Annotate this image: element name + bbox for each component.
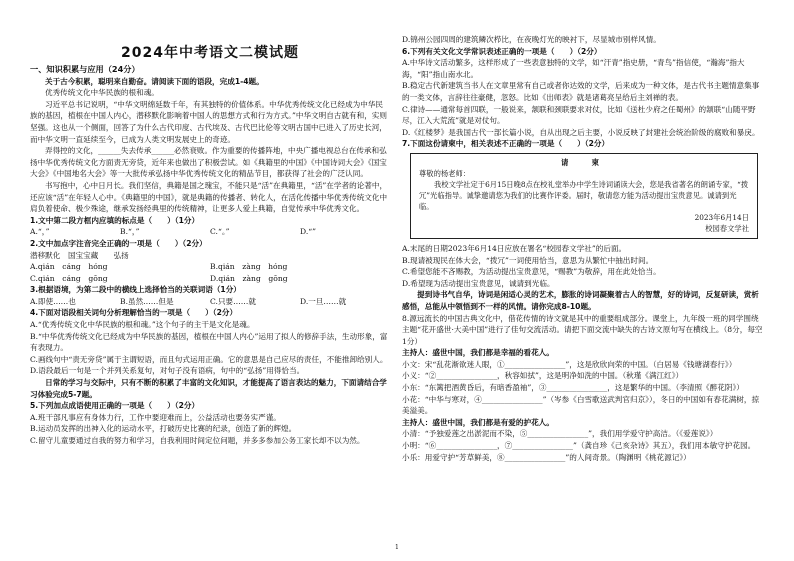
option: C.只要……就: [210, 296, 256, 306]
host-line-1: 主持人：盛世中国，我们都是幸福的看花人。: [402, 348, 554, 358]
reading-instruction: 关于古今积累，聪明来自勤奋。请阅读下面的语段，完成1-4题。: [45, 76, 264, 86]
section-instruction-2: 日常的学习与交际中，只有不断的积累了丰富的文化知识，才能提高了语言表达的魅力，下面请结合学习体验完成5-7题。: [30, 378, 387, 399]
page-number: 1: [395, 544, 399, 551]
option: D.语段最后一句是一个并列关系复句，对句子没有语病，句中的“弘扬”用得恰当。: [30, 366, 305, 376]
option: A.“，”: [30, 227, 50, 237]
page-title: 2024年中考语文二模试题: [121, 45, 299, 61]
question-1: 1.文中第二段方框内应填的标点是（ ）（1分）: [30, 215, 200, 225]
option: A.即使……也: [30, 296, 76, 306]
invitation-box: [410, 153, 758, 239]
option: D.锦州公园四周的建筑鳞次栉比，在夜晚灯光的映衬下，尽显城市别样风情。: [402, 35, 661, 44]
invitation-body: 我校文学社定于6月15日晚8点在校礼堂举办中学生诗词诵读大会，您是我省著名的朗诵专家，“拨冗”光临指导。诚挚邀请您为我们的比赛作评委。届时，敬请您方能为活动提出宝贵意见。诚请到光临。: [419, 179, 749, 211]
dialogue-line: 小乐：用爱守护“芳草鲜美，⑧________________”的人间奇景。（陶渊明《桃花源记》）: [402, 452, 691, 462]
option: C.qián cáng gōng: [30, 273, 108, 283]
dialogue-line: 小清：“予独爱莲之出淤泥而不染，⑤________________”，我们用学爱守护高洁。（《爱莲说》）: [402, 429, 718, 439]
section-heading: 一、知识积累与应用（24分）: [30, 64, 140, 74]
passage-paragraph-3: 书写抱中，心中日月长。我们坚信，典籍是国之瑰宝，不能只是“活”在典籍里，“活”在学者的论著中，还应该“活”在年轻人心中。《典籍里的中国》，就是典籍的传播者、转化人，在活化传播中华优秀传统文化中肩负着使命、极少殊途，继承发扬经典里的传统精神，让更多人爱上典籍，自觉传承中华优秀文化。: [30, 180, 388, 214]
right-column: [402, 34, 766, 463]
option: C.律诗——通常每首四联，一般说来，颔联和颈联要求对仗，比如《送杜少府之任蜀州》的颔联“山随平野尽，江入大荒流”就是对仗句。: [402, 104, 756, 126]
option: A.末尾的日期2023年6月14日应放在署名“校园春文学社”的后面。: [402, 243, 627, 253]
question-1-options: [30, 226, 390, 238]
option: A.“优秀传统文化中华民族的根和魂。”这个句子的主干是文化是魂。: [30, 320, 255, 330]
passage-paragraph-2: 弄得控的文化，______失去传承______必然衰败。作为重要的传播阵地，中央广播电视总台在传承和弘扬中华优秀传统文化方面责无旁贷，近年来也做出了积极尝试。如《典籍里的中国》《中国诗词大会》《国宝大会》《中国地名大会》等一大批传承弘扬中华优秀传统文化的精品节目，都获得了社会的广泛认同。: [30, 146, 387, 179]
option: C.留守儿童要通过自我的努力和学习，自我利用时间定位问题，并多多参加公务工家长却不以为然。: [30, 436, 365, 445]
question-3: 3.根据语境，为第二段中的横线上选择恰当的关联词语（1分）: [30, 285, 241, 295]
question-6: 6.下列有关文化文学常识表述正确的一项是（ ）（2分）: [402, 46, 602, 56]
question-8: 8.源远流长的中国古典文化中，借花传情的诗文就是其中的重要组成部分。课堂上，九年级一班的同学围绕主题“花开盛世·大美中国”进行了佳句交流活动。请把下面交流中缺失的古诗文原句写在横线上。（8分，每空1分）: [402, 313, 763, 346]
invitation-signature: 校园春文学社: [705, 223, 749, 233]
section-instruction-3: 提到诗书气自华，诗词是闲适心灵的艺术，膨胀的诗词凝聚着古人的智慧，好的诗词，反复研读，赏析感悟，总能从中领悟到不一样的风情。请你完成8-10题。: [402, 290, 759, 311]
dialogue-line: 小东：“东篱把酒黄昏后，有暗香盈袖”，③________________，这是繁华的中国。（李清照《醉花阴》）: [402, 383, 744, 393]
option: B.稳定古代新建筑当书人在文章里常有自己或者你达效的文学，后来成为一种文体，是古代书主题情意集事的一类文体，言辞往往豪健，忽怒。比如《出师表》就是诸葛亮呈给后主刘禅的表。: [402, 81, 760, 102]
option: A.班干部凡事应有身体力行，工作中要迎难而上，公益活动也要务实严谨。: [30, 412, 281, 422]
option: A.中华诗文活动繁多，这样形成了一些表意独特的文学，如“汗青”指史册，“青鸟”指信使，“瀚海”指大海，“阳”指山南水北。: [402, 58, 745, 79]
option: B.“中华优秀传统文化已经成为中华民族的基因，植根在中国人内心”运用了拟人的修辞手法，生动形象，富有表现力。: [30, 331, 388, 353]
option: D.qián zàng gōng: [210, 273, 288, 283]
passage-subtitle: 优秀传统文化中华民族的根和魂。: [45, 88, 159, 98]
invitation-date: 2023年6月14日: [694, 212, 749, 222]
dialogue-line: 小明：“⑥________________，⑦________________”（龚自珍《己亥杂诗》其五），我们用本敏守护花园。: [402, 441, 756, 451]
option: D.希望现为活动提出宝贵意见，诚请到光临。: [402, 278, 555, 288]
option: B.现请被现民在体大会，“拨冗”一词使用恰当，意思为从繁忙中抽出时间。: [402, 255, 654, 265]
option: D.一旦……就: [300, 296, 347, 306]
question-2-options-row-2: [30, 273, 390, 285]
option: B.运动员发挥的出神入化的运动水平，打破历史比赛的纪录，创造了新的辉煌。: [30, 424, 297, 434]
dialogue-line: 小文：宋“乱花渐欲迷人眼，①________________”，这是欣欣向荣的中国。（白居易《钱塘湖春行》）: [402, 359, 737, 369]
question-2-options-row-1: [30, 261, 390, 273]
question-2: 2.文中加点字注音完全正确的一项是（ ）（2分）: [30, 238, 207, 248]
question-4: 4.下面对语段相关词句分析理解恰当的一项是（ ）（2分）: [30, 308, 238, 318]
question-7: 7.下面这份请柬中，相关表述不正确的一项是（ ）（2分）: [402, 139, 610, 149]
option: D.“”: [300, 227, 316, 237]
left-column: [30, 64, 390, 447]
passage-paragraph-1: 习近平总书记说明，“中华文明绵延数千年，有其独特的价值体系。中华优秀传统文化已经成为中华民族的基因，植根在中国人内心，潜移默化影响着中国人的思想方式和行为方式。”中华文明自古就有和，实则坚强。这也从一个侧面，回答了为什么古代印度、古代埃及、古代巴比伦等文明古国中已进入了历史长河，而中华文明一直延续至今，已成为人类文明发展史上的奇迹。: [30, 99, 387, 144]
question-3-options: [30, 296, 390, 308]
option: C.画线句中“责无旁贷”属于主谓短语，而且句式运用正确。它的意思是自己应尽的责任，不能推卸给别人。: [30, 354, 388, 364]
option: B.虽然……但是: [120, 296, 174, 306]
option: B.“，”: [120, 227, 140, 237]
invitation-title: 请 柬: [561, 157, 607, 167]
host-line-2: 主持人：盛世中国，我们都是有爱的护花人。: [402, 417, 554, 427]
option: C.希望您能不吝赐教，为活动提出宝贵意见，“赐教”为敬辞，用在此处恰当。: [402, 267, 661, 277]
option: D.《红楼梦》是我国古代一部长篇小说，自从出现之后主要，小说反映了封建社会统治阶级的腐败和暴戾。: [402, 127, 760, 137]
invitation-greeting: 尊敬的杨老师：: [419, 168, 471, 178]
dialogue-line: 小义：“②________________，秋容如拭”，这是明净如洗的中国。（秋瑾《满江红》）: [402, 371, 684, 381]
question-2-words: 潜移默化 国宝宝藏 弘扬: [30, 250, 129, 260]
question-5: 5.下列加点成语使用正确的一项是（ ）（2分）: [30, 401, 200, 411]
dialogue-line: 小花：“中华与寒对，④________________”（岑参《白雪歌送武判官归京》），冬日的中国如有春花满树，掠美溢美。: [402, 394, 760, 416]
option: A.qián cáng hóng: [30, 262, 108, 272]
option: B.qián zàng hóng: [210, 262, 288, 272]
option: C.“。”: [210, 227, 230, 237]
